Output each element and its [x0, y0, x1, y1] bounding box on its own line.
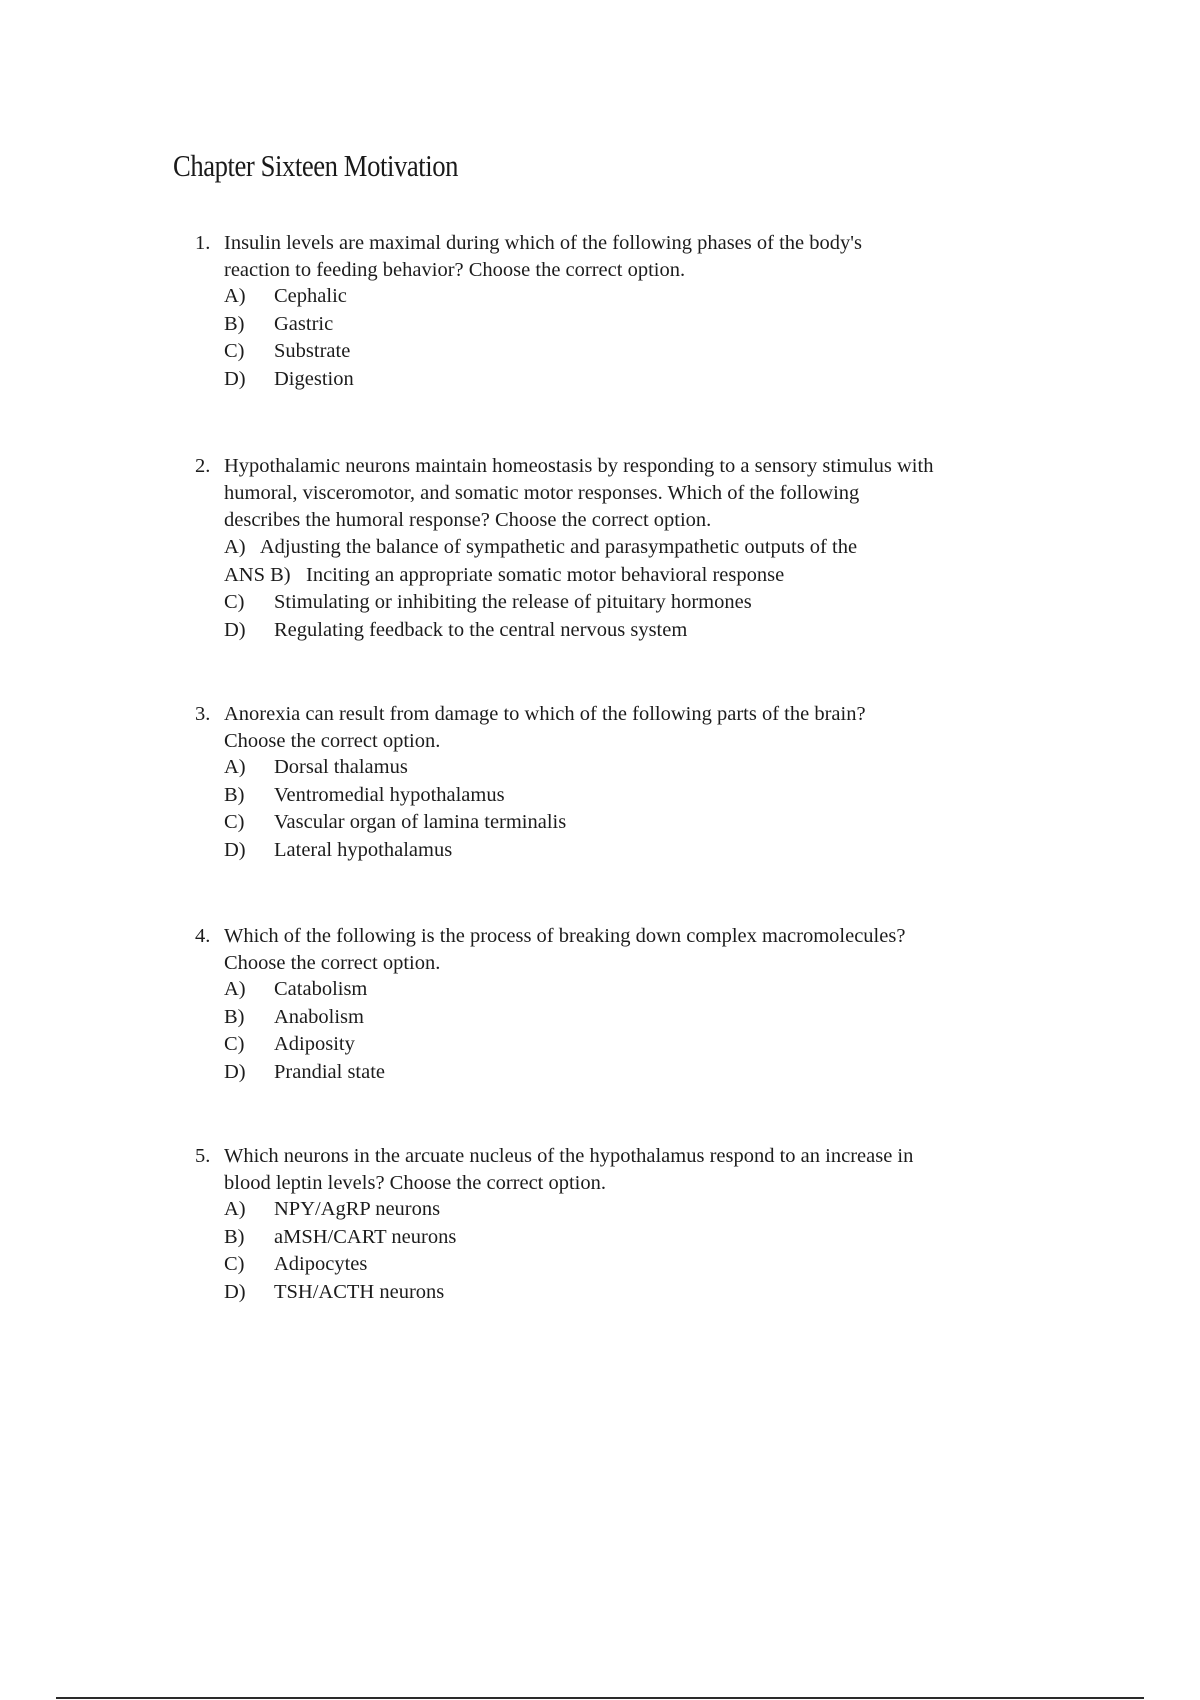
- stem-line: reaction to feeding behavior? Choose the correct option.: [224, 259, 686, 281]
- option-letter: C): [224, 340, 245, 362]
- option-a-b-wrapped-line: ANS B) Inciting an appropriate somatic motor behavioral response: [224, 563, 785, 586]
- option-text: Ventromedial hypothalamus: [274, 783, 505, 806]
- option-letter: A): [224, 756, 246, 778]
- option-a-wrapped-line: A) Adjusting the balance of sympathetic and parasympathetic outputs of the: [224, 536, 858, 558]
- option-d: [224, 1059, 385, 1087]
- question-number: 1.: [195, 232, 211, 254]
- option-a: [224, 976, 385, 1004]
- question-number: 2.: [195, 455, 211, 477]
- option-letter: C): [224, 811, 245, 833]
- options-list: [224, 976, 385, 1086]
- options-list: [224, 283, 354, 393]
- option-letter: B): [224, 1005, 245, 1028]
- option-letter: D): [224, 367, 246, 390]
- stem-line: describes the humoral response? Choose the correct option.: [224, 509, 712, 531]
- options-list: [224, 534, 857, 644]
- option-text: Lateral hypothalamus: [274, 838, 453, 861]
- option-c: [224, 1031, 385, 1059]
- option-text: Vascular organ of lamina terminalis: [274, 811, 567, 833]
- option-letter: C): [224, 1033, 245, 1055]
- stem-line: Hypothalamic neurons maintain homeostasis by responding to a sensory stimulus with: [224, 455, 934, 477]
- option-text: Adiposity: [274, 1033, 355, 1055]
- option-text: Gastric: [274, 312, 334, 335]
- option-letter: D): [224, 1280, 246, 1303]
- stem-line: humoral, visceromotor, and somatic motor responses. Which of the following: [224, 482, 860, 504]
- question-stem: [224, 453, 1064, 534]
- question-stem: [224, 923, 1064, 977]
- option-letter: B): [224, 1225, 245, 1248]
- option-text: Dorsal thalamus: [274, 756, 408, 778]
- option-d: [224, 617, 857, 645]
- bottom-divider: [56, 1697, 1144, 1699]
- option-text: Cephalic: [274, 285, 347, 307]
- option-d: [224, 1279, 456, 1307]
- option-text: Stimulating or inhibiting the release of pituitary hormones: [274, 591, 752, 613]
- stem-line: Choose the correct option.: [224, 952, 441, 974]
- option-a: [224, 1196, 456, 1224]
- option-c: [224, 809, 566, 837]
- option-c: [224, 589, 857, 617]
- option-text: TSH/ACTH neurons: [274, 1280, 445, 1303]
- option-c: [224, 1251, 456, 1279]
- option-c: [224, 338, 354, 366]
- option-letter: D): [224, 1060, 246, 1083]
- option-letter: A): [224, 285, 246, 307]
- option-b: [224, 311, 354, 339]
- option-letter: D): [224, 838, 246, 861]
- stem-line: blood leptin levels? Choose the correct option.: [224, 1172, 607, 1194]
- stem-line: Choose the correct option.: [224, 730, 441, 752]
- option-text: aMSH/CART neurons: [274, 1225, 457, 1248]
- question-stem: [224, 1143, 1064, 1197]
- stem-line: Anorexia can result from damage to which of the following parts of the brain?: [224, 703, 866, 725]
- option-letter: A): [224, 978, 246, 1000]
- option-b: [224, 1224, 456, 1252]
- option-letter: B): [224, 783, 245, 806]
- option-a: [224, 754, 566, 782]
- option-letter: C): [224, 591, 245, 613]
- option-a: [224, 283, 354, 311]
- page-title: Chapter Sixteen Motivation: [173, 148, 458, 183]
- option-text: Anabolism: [274, 1005, 364, 1028]
- option-text: Catabolism: [274, 978, 368, 1000]
- question-number: 5.: [195, 1145, 211, 1167]
- option-d: [224, 837, 566, 865]
- options-list: [224, 754, 566, 864]
- option-d: [224, 366, 354, 394]
- question-stem: [224, 701, 1064, 755]
- question-number: 4.: [195, 925, 211, 947]
- stem-line: Insulin levels are maximal during which of the following phases of the body's: [224, 232, 862, 254]
- option-letter: A): [224, 1198, 246, 1220]
- question-number: 3.: [195, 703, 211, 725]
- option-text: Digestion: [274, 367, 354, 390]
- option-letter: D): [224, 618, 246, 641]
- option-b: [224, 782, 566, 810]
- option-text: Adipocytes: [274, 1253, 368, 1275]
- question-stem: [224, 230, 1064, 284]
- stem-line: Which neurons in the arcuate nucleus of the hypothalamus respond to an increase in: [224, 1145, 914, 1167]
- option-text: Substrate: [274, 340, 351, 362]
- option-b: [224, 1004, 385, 1032]
- option-letter: C): [224, 1253, 245, 1275]
- option-letter: B): [224, 312, 245, 335]
- option-text: NPY/AgRP neurons: [274, 1198, 441, 1220]
- options-list: [224, 1196, 456, 1306]
- stem-line: Which of the following is the process of breaking down complex macromolecules?: [224, 925, 906, 947]
- option-text: Regulating feedback to the central nervous system: [274, 618, 688, 641]
- option-text: Prandial state: [274, 1060, 386, 1083]
